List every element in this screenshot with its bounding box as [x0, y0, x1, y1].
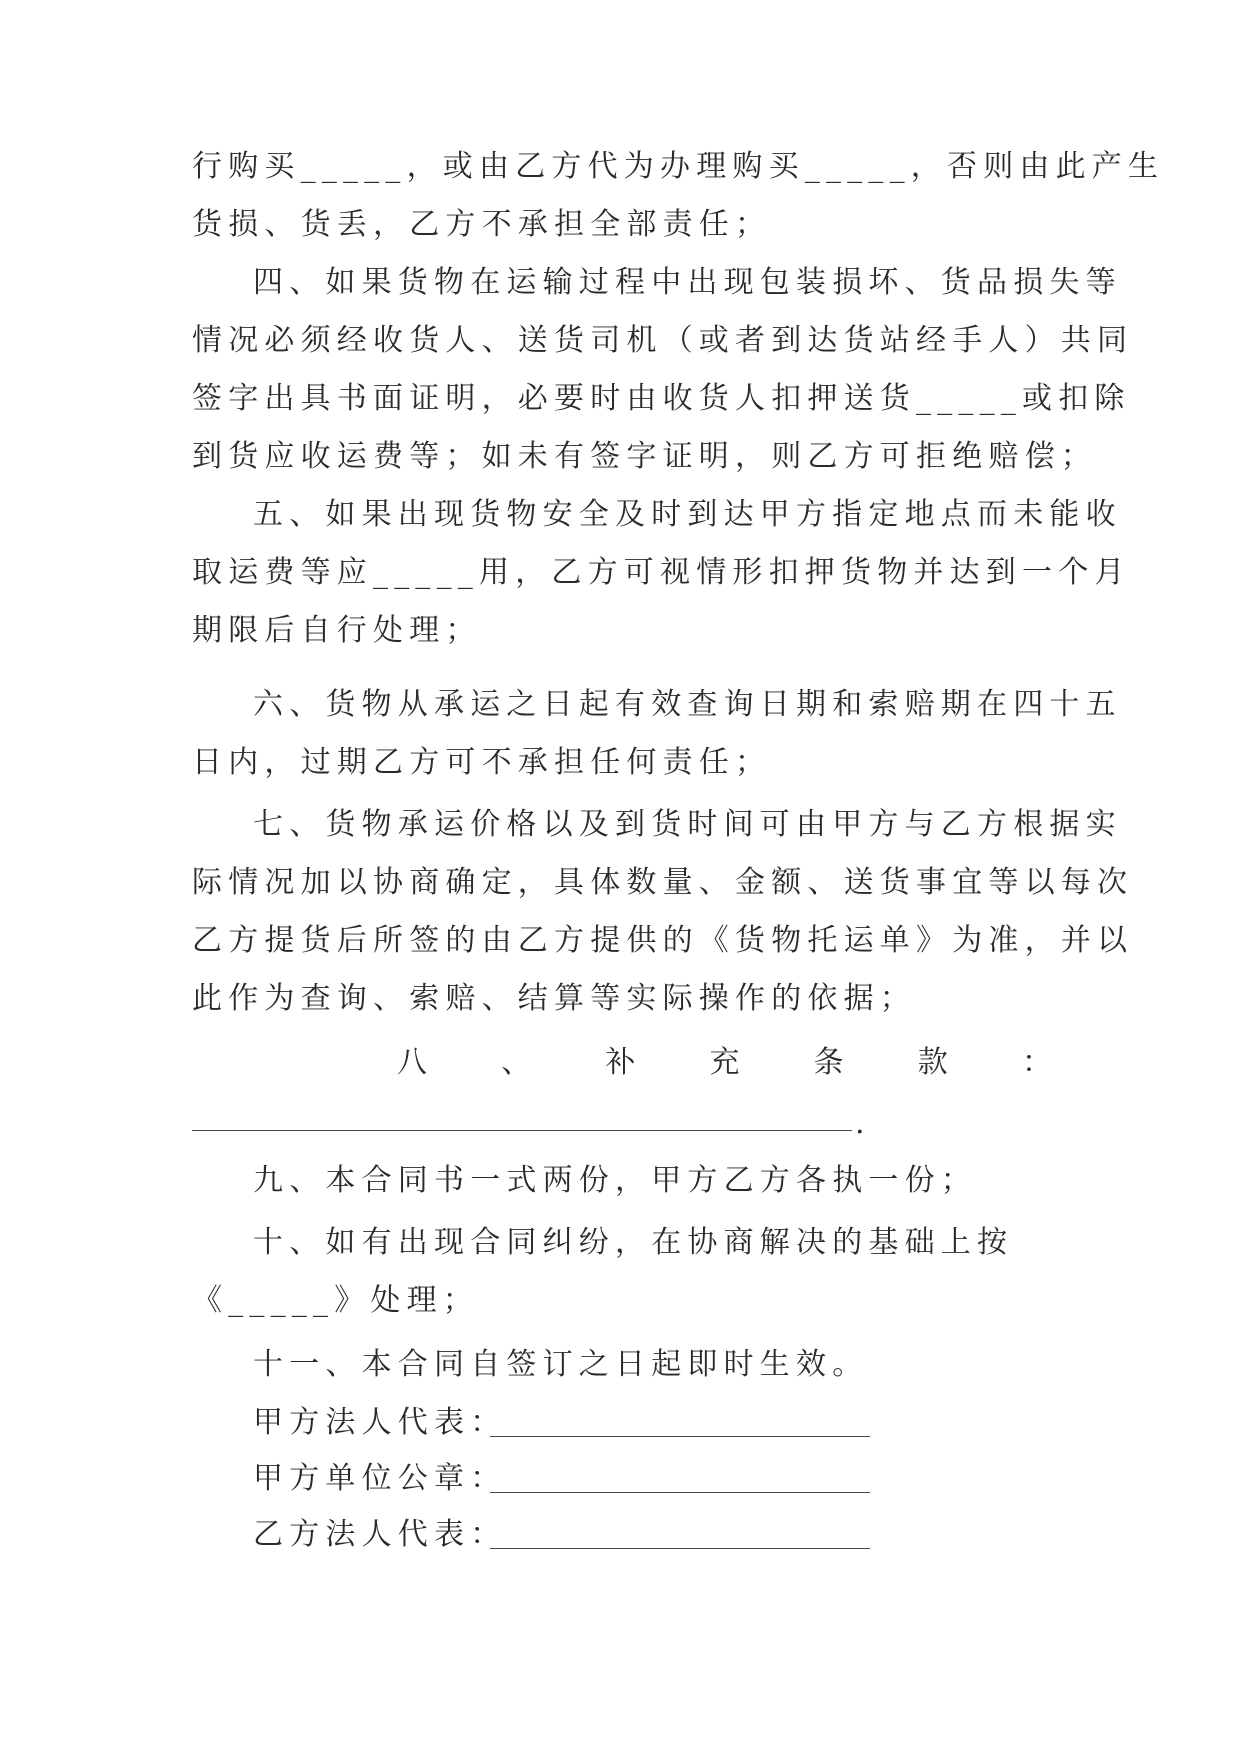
- clause-10-line-2: 《_____》处理；: [192, 1283, 479, 1318]
- clause-4-line-3: 签字出具书面证明，必要时由收货人扣押送货_____或扣除: [192, 381, 1131, 416]
- clause-7-line-1: 七、货物承运价格以及到货时间可由甲方与乙方根据实: [253, 807, 1122, 842]
- clause-4-line-1: 四、如果货物在运输过程中出现包装损坏、货品损失等: [253, 265, 1122, 300]
- signature-blank-b-rep: [490, 1548, 870, 1549]
- clause-4-line-2: 情况必须经收货人、送货司机（或者到达货站经手人）共同: [192, 323, 1134, 358]
- clause-8-heading: [192, 1034, 1052, 1092]
- clause-5-line-1: 五、如果出现货物安全及时到达甲方指定地点而未能收: [253, 497, 1122, 532]
- clause-7-line-2: 际情况加以协商确定，具体数量、金额、送货事宜等以每次: [192, 865, 1134, 900]
- clause-5-line-3: 期限后自行处理；: [192, 613, 482, 648]
- clause-8-end-mark: .: [855, 1106, 865, 1141]
- clause-8-char: 、: [501, 1045, 532, 1080]
- clause-7-line-3: 乙方提货后所签的由乙方提供的《货物托运单》为准，并以: [192, 923, 1134, 958]
- clause-5-line-2: 取运费等应_____用，乙方可视情形扣押货物并达到一个月: [192, 555, 1131, 590]
- clause-9: 九、本合同书一式两份，甲方乙方各执一份；: [253, 1163, 977, 1198]
- clause-8-char: 充: [709, 1045, 740, 1080]
- clause-8-char: 八: [397, 1045, 427, 1080]
- clause-3-line-1: 行购买_____，或由乙方代为办理购买_____，否则由此产生: [192, 149, 1165, 184]
- clause-8-char: 款: [917, 1045, 948, 1080]
- signature-blank-a-rep: [490, 1436, 870, 1437]
- clause-8-char: 补: [605, 1045, 636, 1080]
- clause-4-line-4: 到货应收运费等；如未有签字证明，则乙方可拒绝赔偿；: [192, 439, 1097, 474]
- clause-6-line-1: 六、货物从承运之日起有效查询日期和索赔期在四十五: [253, 687, 1122, 722]
- signature-label-a-rep: 甲方法人代表：: [253, 1405, 507, 1440]
- clause-10-line-1: 十、如有出现合同纠纷，在协商解决的基础上按: [253, 1225, 1014, 1260]
- clause-8-blank-line: [192, 1130, 852, 1131]
- clause-3-line-2: 货损、货丢，乙方不承担全部责任；: [192, 207, 772, 242]
- signature-label-a-seal: 甲方单位公章：: [253, 1461, 507, 1496]
- clause-8-char: ：: [1021, 1045, 1052, 1080]
- signature-label-b-rep: 乙方法人代表：: [253, 1517, 507, 1552]
- clause-11: 十一、本合同自签订之日起即时生效。: [253, 1347, 869, 1382]
- clause-7-line-4: 此作为查询、索赔、结算等实际操作的依据；: [192, 981, 916, 1016]
- signature-blank-a-seal: [490, 1492, 870, 1493]
- clause-6-line-2: 日内，过期乙方可不承担任何责任；: [192, 745, 772, 780]
- clause-8-char: 条: [813, 1045, 844, 1080]
